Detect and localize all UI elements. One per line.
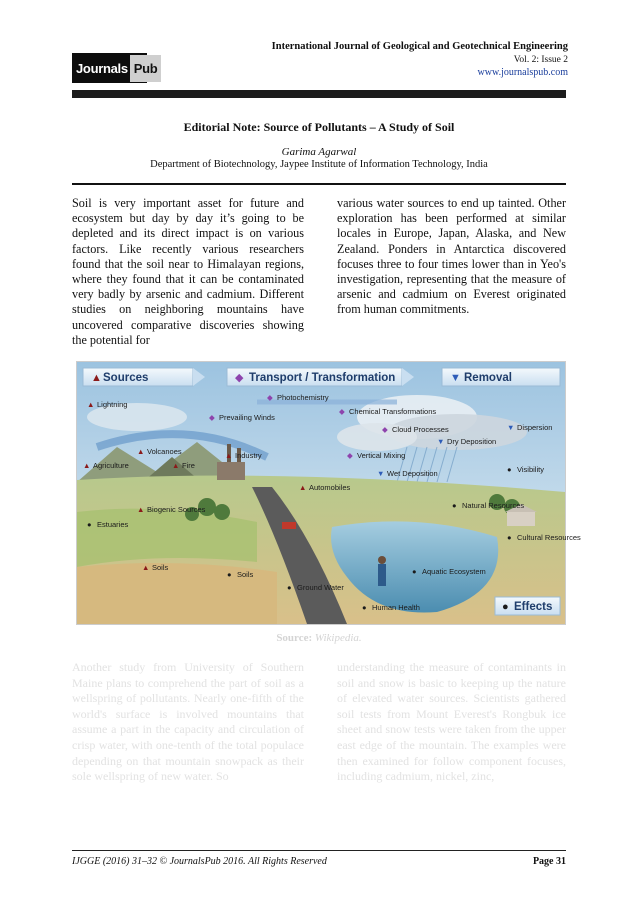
logo-text-pub: Pub — [130, 55, 162, 82]
label-estuaries: Estuaries — [97, 520, 129, 529]
logo-text-journals: Journals — [76, 60, 128, 76]
label-human-health: Human Health — [372, 603, 420, 612]
svg-text:◆: ◆ — [267, 393, 273, 402]
label-chemical-transformations: Chemical Transformations — [349, 407, 437, 416]
faded-column-left: Another study from University of Southern Maine plans to comprehend the part of soil as a wellspring of pollutants. Nearly one-fifth of the world's surface is involved mountains that assume a part in the capacity and circulation of crisp water, with one-tenth of the total populace depending on that mountain snowpack as their sole wellspring of new water. So — [72, 660, 304, 784]
svg-text:▲: ▲ — [172, 461, 180, 470]
svg-text:●: ● — [507, 533, 512, 542]
label-ground-water: Ground Water — [297, 583, 344, 592]
svg-text:▲: ▲ — [142, 563, 150, 572]
label-transport: Transport / Transformation — [249, 372, 396, 384]
label-agriculture: Agriculture — [93, 461, 129, 470]
figure-caption — [0, 632, 638, 644]
article-title: Editorial Note: Source of Pollutants – A Study of Soil — [183, 120, 455, 134]
svg-text:●: ● — [507, 465, 512, 474]
footer-citation: IJGGE (2016) 31–32 © JournalsPub 2016. All Rights Reserved — [72, 856, 327, 867]
label-dry-deposition: Dry Deposition — [447, 437, 497, 446]
svg-text:◆: ◆ — [209, 413, 215, 422]
svg-text:▲: ▲ — [83, 461, 91, 470]
pollutant-cycle-figure — [76, 361, 581, 625]
title-rule — [72, 183, 566, 185]
caption-source: Wikipedia. — [314, 632, 362, 644]
label-natural-resources: Natural Resources — [462, 501, 525, 510]
svg-text:▼: ▼ — [437, 437, 445, 446]
label-fire: Fire — [182, 461, 195, 470]
header-bar — [72, 90, 566, 98]
svg-text:●: ● — [287, 583, 292, 592]
journal-volume: Vol. 2: Issue 2 — [513, 55, 568, 65]
svg-text:●: ● — [87, 520, 92, 529]
svg-text:●: ● — [502, 601, 509, 613]
svg-text:▲: ▲ — [91, 372, 102, 384]
caption-prefix: Source: — [276, 632, 313, 644]
svg-text:●: ● — [227, 570, 232, 579]
label-photochemistry: Photochemistry — [277, 393, 329, 402]
label-visibility: Visibility — [517, 465, 544, 474]
svg-text:▲: ▲ — [137, 447, 145, 456]
label-cloud-processes: Cloud Processes — [392, 425, 449, 434]
label-aquatic-ecosystem: Aquatic Ecosystem — [422, 567, 486, 576]
svg-text:◆: ◆ — [382, 425, 388, 434]
svg-text:●: ● — [412, 567, 417, 576]
label-sources: Sources — [103, 372, 149, 384]
label-soils: Soils — [237, 570, 254, 579]
article-affiliation: Department of Biotechnology, Jaypee Institute of Information Technology, India — [150, 159, 488, 170]
label-cultural-resources: Cultural Resources — [517, 533, 581, 542]
svg-text:▲: ▲ — [137, 505, 145, 514]
body-column-left: Soil is very important asset for future and ecosystem but day by day it’s going to be depleted and its direct impact is on various factors. Like recently various researchers found that the soil near to Himalayan regions, where they found that it can be contaminated very badly by arsenic and cadmium. Different studies on neighboring mountains have uncovered comparative discoveries showing the potential for — [72, 196, 304, 347]
svg-text:◆: ◆ — [235, 372, 244, 384]
label-lightning: Lightning — [97, 400, 128, 409]
svg-text:▲: ▲ — [87, 400, 95, 409]
journal-url[interactable]: www.journalspub.com — [477, 67, 568, 78]
label-vertical-mixing: Vertical Mixing — [357, 451, 406, 460]
label-automobiles: Automobiles — [309, 483, 351, 492]
body-column-right: various water sources to end up tainted. Other exploration has been performed at similar locales in Europe, Japan, Alaska, and New Zealand. Ponders in Antarctica discovered focuses three to four times lower than in Yeo's investigation, representing that the measure of arsenic and cadmium on Everest originated from human commitments. — [337, 196, 566, 317]
footer-rule — [72, 850, 566, 851]
svg-text:▲: ▲ — [299, 483, 307, 492]
label-removal: Removal — [464, 372, 512, 384]
svg-text:▼: ▼ — [377, 469, 385, 478]
page-number: Page 31 — [532, 856, 566, 867]
svg-text:●: ● — [362, 603, 367, 612]
label-biogenic-sources: Biogenic Sources — [147, 505, 206, 514]
article-author: Garima Agarwal — [281, 146, 357, 158]
label-industry: Industry — [235, 451, 262, 460]
label-volcanoes: Volcanoes — [147, 447, 182, 456]
svg-text:▲: ▲ — [225, 451, 233, 460]
journalspub-logo — [72, 53, 158, 83]
label-soils-source: Soils — [152, 563, 169, 572]
label-dispersion: Dispersion — [517, 423, 553, 432]
label-prevailing-winds: Prevailing Winds — [219, 413, 275, 422]
label-effects: Effects — [514, 601, 553, 613]
svg-text:●: ● — [452, 501, 457, 510]
label-wet-deposition: Wet Deposition — [387, 469, 438, 478]
svg-text:▼: ▼ — [450, 372, 461, 384]
svg-text:◆: ◆ — [347, 451, 353, 460]
svg-text:▼: ▼ — [507, 423, 515, 432]
faded-column-right: understanding the measure of contaminants in soil and snow is basic to keeping up the nature of elevated water sources. Scientists gathered soil tests from Mount Everest's Rongbuk ice sheet and snow tests were taken from the upper east edge of the mountain. The examples were then examined for follow component focuses, including cadmium, nickel, zinc, — [337, 660, 566, 784]
journal-name: International Journal of Geological and Geotechnical Engineering — [271, 41, 568, 52]
svg-text:◆: ◆ — [339, 407, 345, 416]
